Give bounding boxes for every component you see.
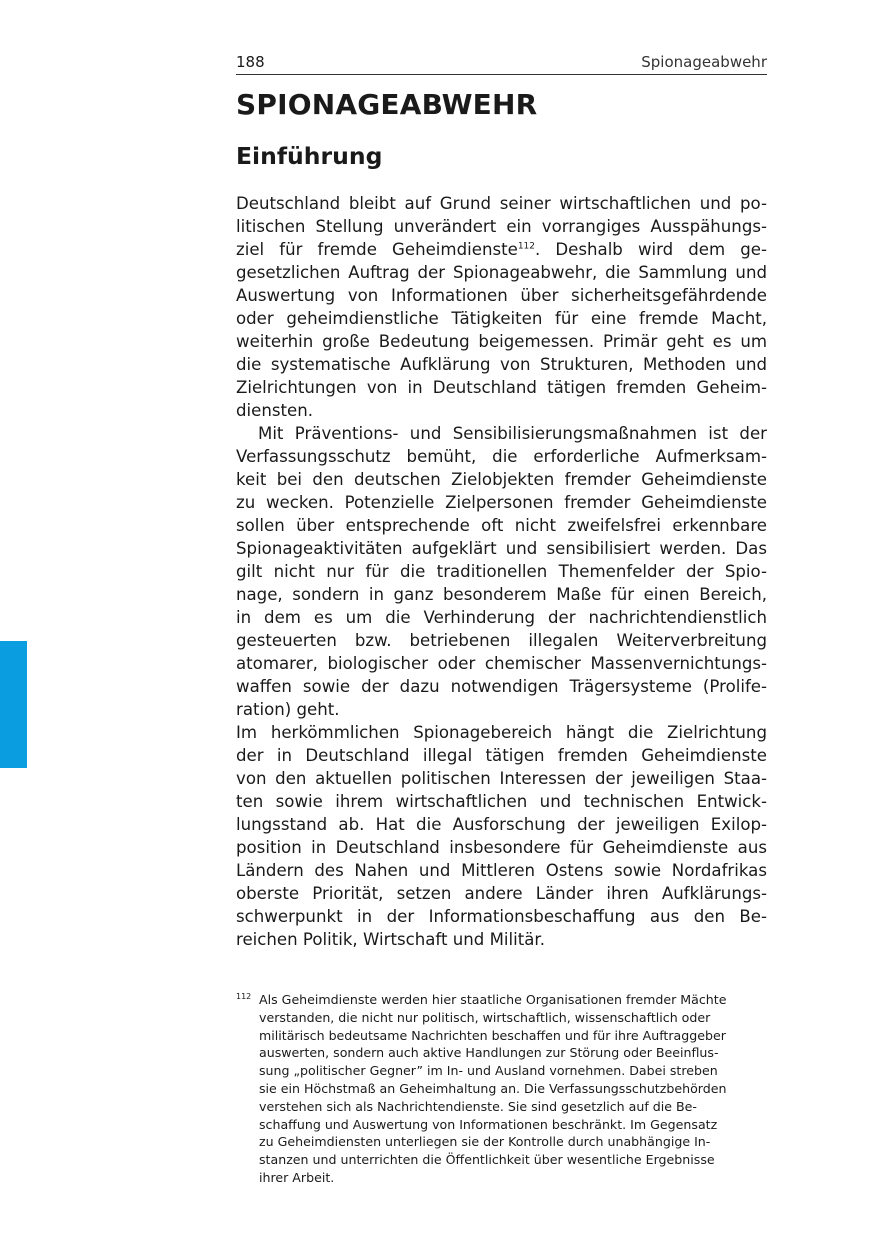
text-line: ten sowie ihrem wirtschaftlichen und technischen Entwick- xyxy=(236,792,767,811)
text-line: Deutschland bleibt auf Grund seiner wirtschaftlichen und po- xyxy=(236,194,767,213)
footnote-line: ihrer Arbeit. xyxy=(259,1169,335,1185)
text-line: der in Deutschland illegal tätigen fremden Geheimdienste xyxy=(236,746,767,765)
footnote-line: militärisch bedeutsame Nachrichten beschaffen und für ihre Auftraggeber xyxy=(259,1027,726,1043)
text-line: Im herkömmlichen Spionagebereich hängt die Zielrichtung xyxy=(236,723,767,742)
chapter-title: SPIONAGEABWEHR xyxy=(236,88,538,121)
footnote-line: sung „politischer Gegner” im In- und Ausland vornehmen. Dabei streben xyxy=(259,1063,718,1079)
running-header-title: Spionageabwehr xyxy=(641,53,767,71)
text-line: Verfassungsschutz bemüht, die erforderliche Aufmerksam- xyxy=(236,447,767,466)
text-line: gesetzlichen Auftrag der Spionageabwehr, die Sammlung und xyxy=(236,263,767,282)
text-fragment: . Deshalb wird dem ge- xyxy=(535,240,768,259)
footnote-reference[interactable]: 112 xyxy=(517,241,536,252)
text-line: oberste Priorität, setzen andere Länder ihren Aufklärungs- xyxy=(236,884,767,903)
text-line: Spionageaktivitäten aufgeklärt und sensibilisiert werden. Das xyxy=(236,539,767,558)
footnote-number: 112 xyxy=(236,992,252,1001)
text-line: keit bei den deutschen Zielobjekten fremder Geheimdienste xyxy=(236,470,767,489)
footnote xyxy=(236,991,767,1187)
text-line: lungsstand ab. Hat die Ausforschung der jeweiligen Exilop- xyxy=(236,815,767,834)
text-line: atomarer, biologischer oder chemischer Massenvernichtungs- xyxy=(236,654,767,673)
text-line: nage, sondern in ganz besonderem Maße für einen Bereich, xyxy=(236,585,767,604)
text-line: von den aktuellen politischen Interessen der jeweiligen Staa- xyxy=(236,769,767,788)
text-line: gesteuerten bzw. betriebenen illegalen Weiterverbreitung xyxy=(236,631,767,650)
chapter-color-tab xyxy=(0,641,27,768)
footnote-line: sie ein Höchstmaß an Geheimhaltung an. Die Verfassungsschutzbehörden xyxy=(259,1080,727,1096)
text-line: Ländern des Nahen und Mittleren Ostens sowie Nordafrikas xyxy=(236,861,767,880)
footnote-line: auswerten, sondern auch aktive Handlungen zur Störung oder Beeinflus- xyxy=(259,1045,719,1061)
text-line: in dem es um die Verhinderung der nachrichtendienstlich xyxy=(236,608,767,627)
text-line: die systematische Aufklärung von Strukturen, Methoden und xyxy=(236,355,767,374)
body-text xyxy=(236,192,767,951)
footnote-line: Als Geheimdienste werden hier staatliche Organisationen fremder Mächte xyxy=(259,992,727,1007)
text-fragment: ziel für fremde Geheimdienste xyxy=(236,240,518,259)
text-line: ration) geht. xyxy=(236,700,340,719)
text-line: Zielrichtungen von in Deutschland tätigen fremden Geheim- xyxy=(236,378,767,397)
text-line: litischen Stellung unverändert ein vorrangiges Ausspähungs- xyxy=(236,217,767,236)
text-line: waffen sowie der dazu notwendigen Trägersysteme (Prolife- xyxy=(236,677,767,696)
running-header xyxy=(236,52,767,75)
text-line: diensten. xyxy=(236,401,314,420)
text-line: reichen Politik, Wirtschaft und Militär. xyxy=(236,930,545,949)
section-title: Einführung xyxy=(236,142,383,170)
text-line: sollen über entsprechende oft nicht zweifelsfrei erkennbare xyxy=(236,516,767,535)
text-line: Mit Präventions- und Sensibilisierungsmaßnahmen ist der xyxy=(258,424,767,443)
text-line: zu wecken. Potenzielle Zielpersonen fremder Geheimdienste xyxy=(236,493,767,512)
footnote-line: verstanden, die nicht nur politisch, wirtschaftlich, wissenschaftlich oder xyxy=(259,1009,711,1025)
footnote-line: stanzen und unterrichten die Öffentlichkeit über wesentliche Ergebnisse xyxy=(259,1152,715,1168)
text-line: gilt nicht nur für die traditionellen Themenfelder der Spio- xyxy=(236,562,767,581)
footnote-line: zu Geheimdiensten unterliegen sie der Kontrolle durch unabhängige In- xyxy=(259,1134,711,1150)
text-line: oder geheimdienstliche Tätigkeiten für eine fremde Macht, xyxy=(236,309,767,328)
text-line: Auswertung von Informationen über sicherheitsgefährdende xyxy=(236,286,767,305)
page-number: 188 xyxy=(236,53,265,71)
footnote-text xyxy=(259,991,767,1187)
text-line xyxy=(236,238,767,261)
text-line: weiterhin große Bedeutung beigemessen. Primär geht es um xyxy=(236,332,767,351)
text-line: position in Deutschland insbesondere für Geheimdienste aus xyxy=(236,838,767,857)
footnote-line: schaffung und Auswertung von Informationen beschränkt. Im Gegensatz xyxy=(259,1116,718,1132)
footnote-line: verstehen sich als Nachrichtendienste. Sie sind gesetzlich auf die Be- xyxy=(259,1098,697,1114)
text-line: schwerpunkt in der Informationsbeschaffung aus den Be- xyxy=(236,907,767,926)
